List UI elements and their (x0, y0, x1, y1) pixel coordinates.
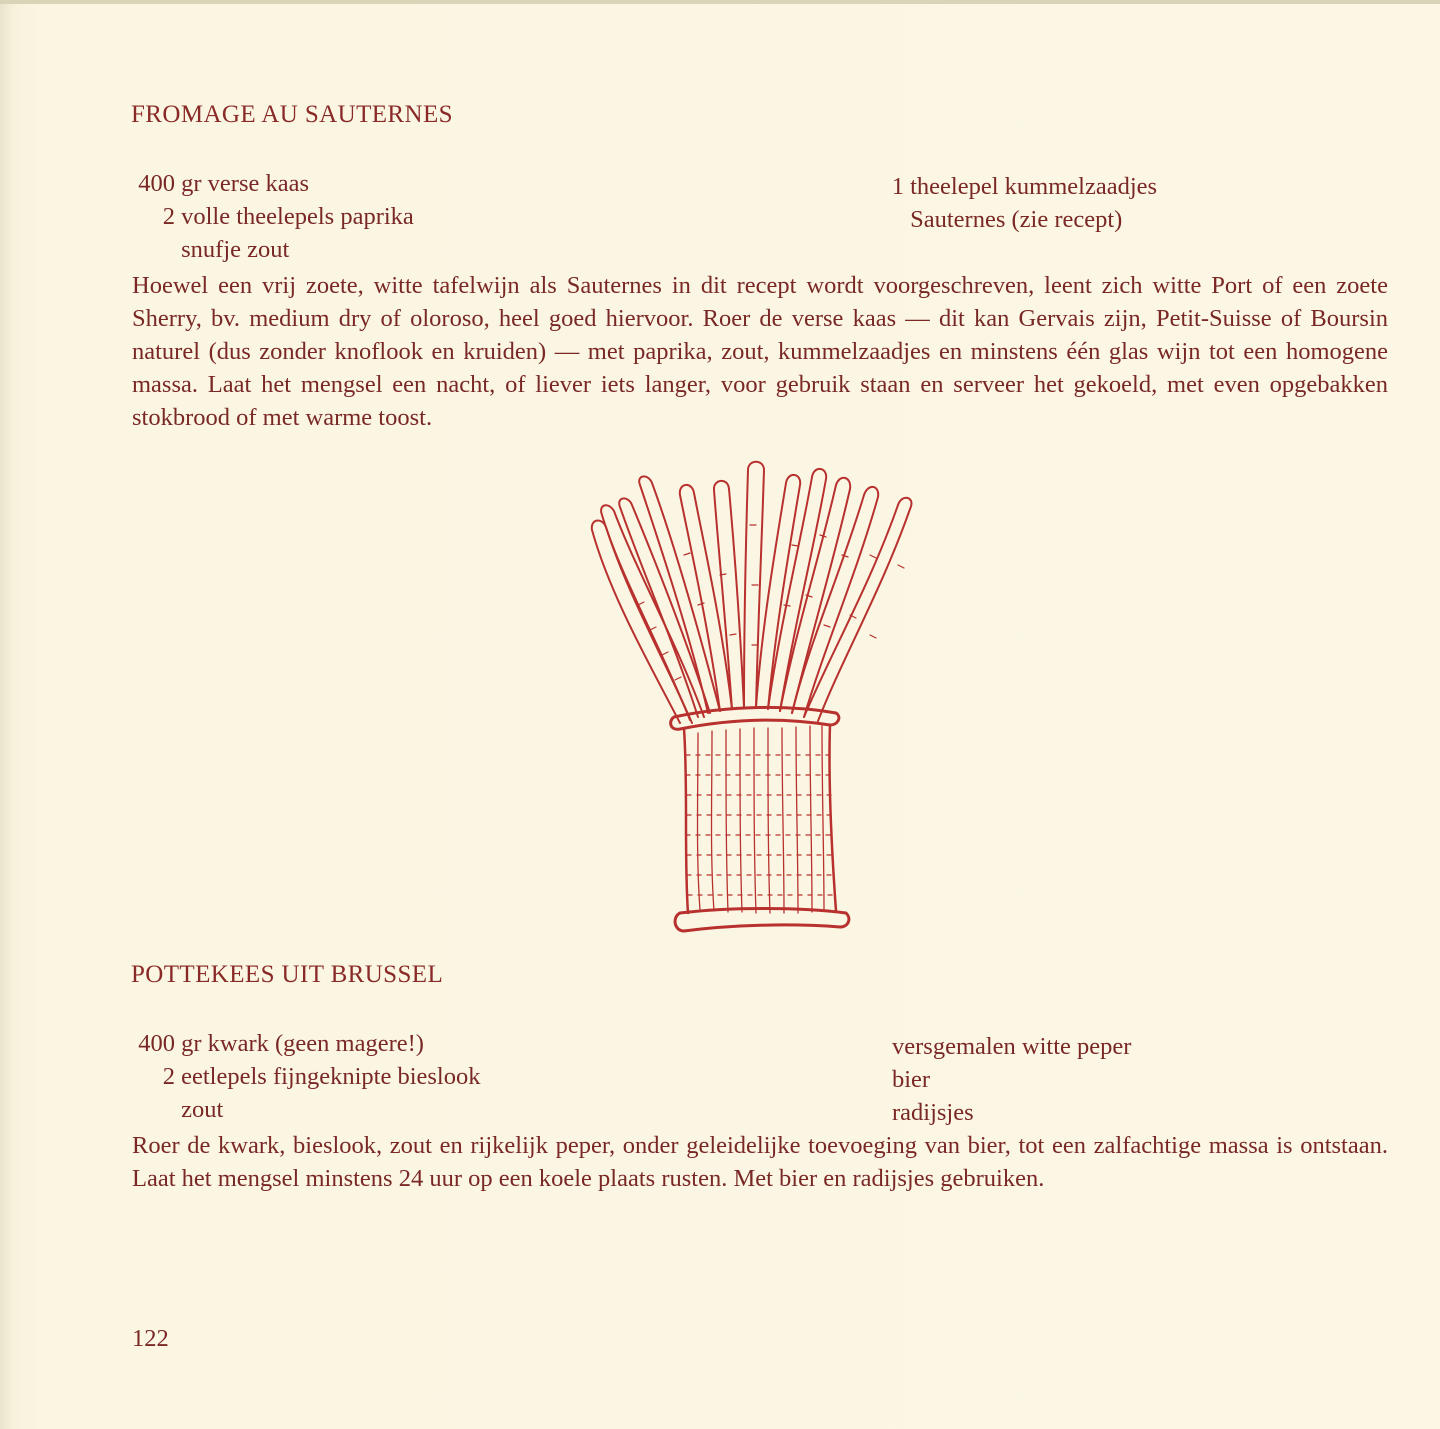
breadstick (780, 478, 850, 713)
basket-base (675, 909, 849, 932)
page-edge (0, 0, 1440, 4)
ingredient-item: 2 eetlepels fijngeknipte bieslook (162, 1063, 481, 1090)
ingredient-list-left-2 (132, 1027, 480, 1126)
ingredient-item: 400 gr kwark (geen magere!) (138, 1030, 424, 1057)
ingredient-item: versgemalen witte peper (892, 1033, 1132, 1060)
recipe-title-pottekees: POTTEKEES UIT BRUSSEL (131, 961, 444, 988)
ingredient-list-right-2 (892, 1030, 1131, 1129)
ingredient-item: bier (892, 1066, 931, 1093)
ingredient-item: 400 gr verse kaas (138, 170, 310, 197)
ingredient-item: 1 theelepel kummelzaadjes (891, 173, 1158, 200)
ingredient-item: Sauternes (zie recept) (910, 206, 1123, 233)
breadstick (744, 462, 764, 707)
breadstick (592, 521, 692, 723)
ingredient-item: snufje zout (181, 236, 290, 263)
ingredient-item: zout (181, 1096, 224, 1123)
breadsticks-in-basket-icon (580, 455, 930, 945)
recipe-instructions-pottekees: Roer de kwark, bieslook, zout en rijkelijk peper, onder geleidelijke toevoeging van bier, tot een zalfachtige massa is ontstaan. Laat het mengsel minstens 24 uur op een koele plaats rusten. Met bier en radijsjes gebruiken. (132, 1132, 1388, 1192)
ingredient-list-left-1 (132, 167, 414, 266)
basket-body (684, 725, 836, 913)
ingredient-list-right-1 (880, 170, 1157, 236)
breadstick (619, 498, 710, 717)
page-number: 122 (132, 1325, 169, 1352)
recipe-title-fromage: FROMAGE AU SAUTERNES (131, 101, 453, 128)
ingredient-item: radijsjes (892, 1099, 974, 1126)
ingredient-item: 2 volle theelepels paprika (162, 203, 414, 230)
basket-weave (686, 726, 834, 913)
breadstick (714, 481, 744, 709)
recipe-instructions-fromage: Hoewel een vrij zoete, witte tafelwijn als Sauternes in dit recept wordt voorgeschreven, leent zich witte Port of een zoete Sherry, bv. medium dry of oloroso, heel goed hiervoor. Roer de verse kaas — dit kan Gervais zijn, Petit-Suisse of Boursin naturel (dus zonder knoflook en kruiden) — met paprika, zout, kummelzaadjes en minstens één glas wijn tot een homogene massa. Laat het mengsel een nacht, of liever iets langer, voor gebruik staan en serveer het gekoeld, met even opgebakken stokbrood of met warme toost. (132, 272, 1388, 431)
